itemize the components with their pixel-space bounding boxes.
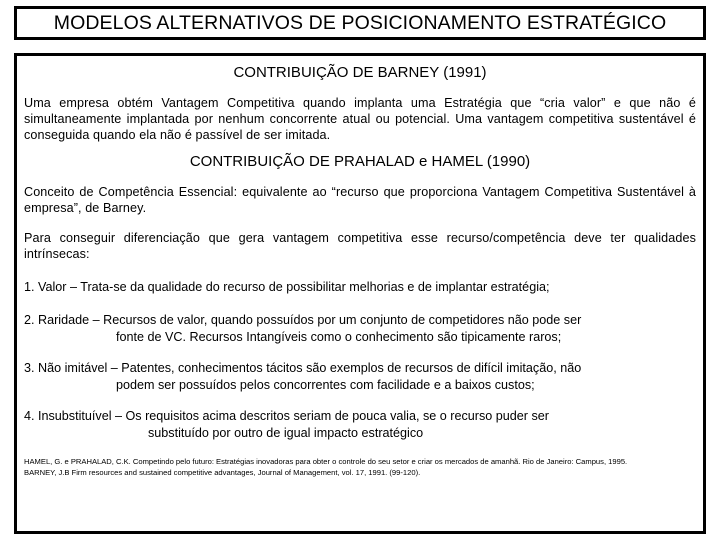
list-item-line: 4. Insubstituível – Os requisitos acima descritos seriam de pouca valia, se o recurso puder ser — [24, 408, 549, 423]
barney-text: Uma empresa obtém Vantagem Competitiva quando implanta uma Estratégia que “cria valor” e que não é simultaneamente implantada por nenhum concorrente atual ou potencial. Uma vantagem competitiva sustentável é conseguida quando ela não é passível de ser imitada. — [24, 96, 696, 142]
slide-title: MODELOS ALTERNATIVOS DE POSICIONAMENTO ESTRATÉGICO — [53, 11, 667, 34]
list-item — [24, 312, 696, 346]
core-competence-text: Conceito de Competência Essencial: equivalente ao “recurso que proporciona Vantagem Competitiva Sustentável à empresa”, de Barney. — [24, 185, 696, 215]
intro-text: Para conseguir diferenciação que gera vantagem competitiva esse recurso/competência deve ter qualidades intrínsecas: — [24, 231, 696, 261]
list-item-line: substituído por outro de igual impacto estratégico — [148, 425, 424, 440]
reference-barney: BARNEY, J.B Firm resources and sustained competitive advantages, Journal of Management, vol. 17, 1991. (99-120). — [24, 467, 421, 477]
barney-heading: CONTRIBUIÇÃO DE BARNEY (1991) — [233, 64, 487, 81]
list-item — [24, 279, 696, 297]
prahalad-heading: CONTRIBUIÇÃO DE PRAHALAD e HAMEL (1990) — [189, 153, 531, 170]
title-box — [14, 6, 706, 40]
reference-hamel: HAMEL, G. e PRAHALAD, C.K. Competindo pelo futuro: Estratégias inovadoras para obter o controle do seu setor e criar os mercados de amanhã. Rio de Janeiro: Campus, 1995. — [24, 456, 628, 466]
list-item — [24, 360, 696, 394]
list-item — [24, 408, 696, 442]
references — [24, 456, 696, 478]
list-item-line: 1. Valor – Trata-se da qualidade do recurso de possibilitar melhorias e de implantar estratégia; — [24, 280, 550, 294]
list-item-line: fonte de VC. Recursos Intangíveis como o conhecimento são tipicamente raros; — [116, 329, 562, 344]
list-item-line: podem ser possuídos pelos concorrentes com facilidade e a baixos custos; — [116, 377, 535, 392]
list-item-line: 3. Não imitável – Patentes, conhecimentos tácitos são exemplos de recursos de difícil imitação, não — [24, 360, 582, 375]
content-box — [14, 53, 706, 534]
list-item-line: 2. Raridade – Recursos de valor, quando possuídos por um conjunto de competidores não pode ser — [24, 312, 582, 327]
